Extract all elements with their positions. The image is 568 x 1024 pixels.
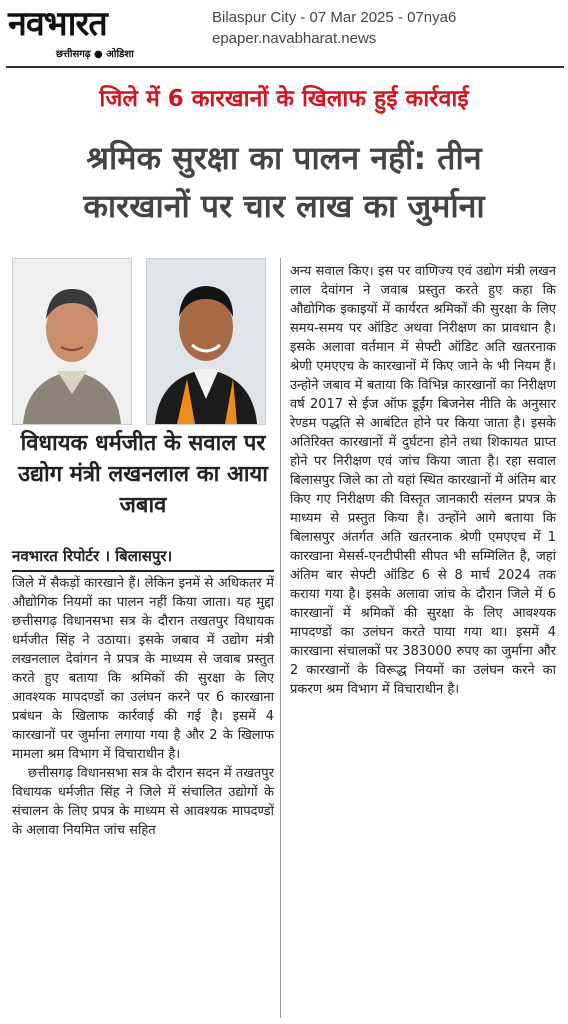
photo-caption: विधायक धर्मजीत के सवाल पर उद्योग मंत्री लखनलाल का आया जबाव: [18, 431, 268, 518]
column-divider: [280, 258, 281, 1018]
portrait-illustration-1: [13, 259, 131, 424]
portrait-illustration-2: [147, 259, 265, 424]
paragraph: अन्य सवाल किए। इस पर वाणिज्य एवं उद्योग मंत्री लखन लाल देवांगन ने जवाब प्रस्तुत करते हुए कहा कि औद्योगिक इकाइयों में कार्यरत श्रमिकों की सुरक्षा के लिए समय-समय पर ऑडिट अथवा निरीक्षण का प्रावधान है। इसके अलावा वर्तमान में सेफ्टी ऑडिट अति खतरनाक श्रेणी एमएएच के कारखानों में किए जाने के भी नियम हैं। उन्होने जबाव में बताया कि विभिन्न कारखानों का निरीक्षण वर्ष 2017 से ईज ऑफ डूईंग बिजनेस नीति के अनुसार रेण्डम पद्धति से आबंटित होने पर किया जाता है। इसके अतिरिक्त कारखानों में दुर्घटना होने तथा शिकायत प्राप्त होने पर निरीक्षण एवं जांच किया जाता है। रहा सवाल बिलासपुर जिले का तो यहां स्थित कारखानों में अंतिम बार किए गए निरीक्षण की विस्तृत जानकारी संलग्न प्रपत्र के माध्यम से प्रस्तुत किया है। उन्होंने आगे बताया कि बिलासपुर अंतर्गत अति खतरनाक श्रेणी एमएएच में 1 कारखाना मेसर्स-एनटीपीसी सीपत भी सम्मिलित है, जहां अंतिम बार सेफ्टी ऑडिट 6 से 8 मार्च 2024 तक कराया गया है। इसके अलावा जांच के दौरान जिले में 6 कारखानों में श्रमिकों की सुरक्षा के लिए आवश्यक मापदण्डों का उलंघन करते पाया गया था। इसमें 4 कारखाना संचालकों पर 383000 रुपए का जुर्माना और 2 कारखानों के विरूद्ध नियमों का उलंघन करने का प्रकरण श्रम विभाग में विचाराधीन है।: [290, 264, 556, 697]
masthead-divider: [6, 66, 564, 68]
masthead: [0, 0, 568, 66]
article-kicker: जिले में 6 कारखानों के खिलाफ हुई कार्रवाई: [99, 86, 469, 112]
paragraph: जिले में सैकड़ों कारखाने हैं। लेकिन इनमें से अधिकतर में औद्योगिक नियमों का पालन नहीं किया जाता। यह मुद्दा छत्तीसगढ़ विधानसभा सत्र के दौरान तखतपुर विधायक धर्मजीत सिंह ने उठाया। इसके जबाव में उद्योग मंत्री लखनलाल देवांगन ने प्रपत्र के माध्यम से जवाब प्रस्तुत करते हुए बताया कि श्रमिकों की सुरक्षा के लिए आवश्यक मापदण्डों का उलंघन करने पर 6 कारखाना प्रबंधन के खिलाफ कार्रवाई की गई है। इसमें 4 कारखानों पर जुर्माना लगाया गया है और 2 के खिलाफ मामला श्रम विभाग में विचाराधीन है।: [12, 576, 274, 762]
minister-photo: [146, 258, 266, 425]
website-url: epaper.navabharat.news: [212, 30, 377, 47]
byline: नवभारत रिपोर्टर । बिलासपुर।: [12, 546, 274, 572]
headline-line-1: श्रमिक सुरक्षा का पालन नहीं: तीन: [86, 139, 482, 177]
paragraph: छत्तीसगढ़ विधानसभा सत्र के दौरान सदन में तखतपुर विधायक धर्मजीत सिंह ने जिले में संचालित उद्योगों के संचालन के लिए प्रपत्र के माध्यम से आवश्यक मापदण्डों के अलावा नियमित जांच सहित: [12, 766, 274, 838]
logo-subtitle: छत्तीसगढ़ ● ओडिशा: [56, 49, 134, 60]
article-body-left: [12, 574, 274, 840]
mla-photo: [12, 258, 132, 425]
article-headline: [0, 134, 568, 230]
newspaper-logo: नवभारत: [8, 4, 107, 44]
article-body-right: [290, 262, 556, 699]
headline-line-2: कारखानों पर चार लाख का जुर्माना: [83, 187, 485, 225]
edition-info: Bilaspur City - 07 Mar 2025 - 07nya6: [212, 9, 457, 26]
